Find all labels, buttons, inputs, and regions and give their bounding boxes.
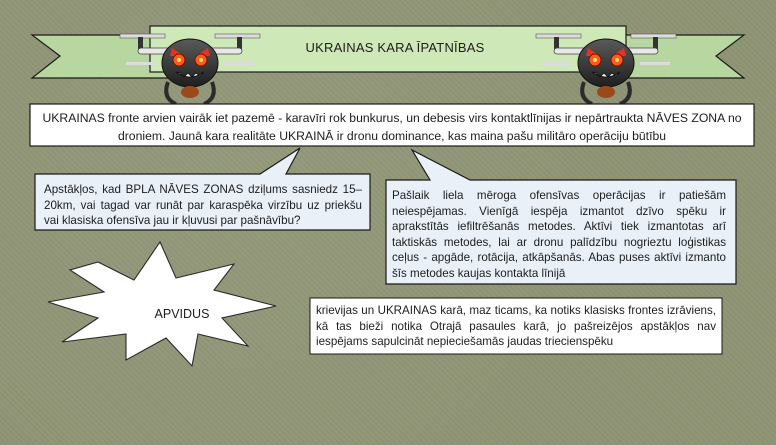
intro-text: UKRAINAS fronte arvien vairāk iet pazemē - karavīri rok bunkurus, un debesis virs kontaktlīnijas ir nepārtraukta NĀVES ZONA no droniem. Jaunā kara realitāte UKRAINĀ ir dronu dominance, kas maina pašu militāro operāciju būtību [42,111,742,143]
starburst-shape [48,242,276,366]
apvidus-text: krievijas un UKRAINAS karā, maz ticams, ka notiks klasisks frontes izrāviens, kā tas bieži notika Otrajā pasaules karā, jo pašreizējos apstākļos nav iespējams sapulcināt nepieciešamās jaudas triecienspēku [316,304,716,349]
banner-title: UKRAINAS KARA ĪPATNĪBAS [305,40,485,55]
starburst-label: APVIDUS [154,307,210,321]
left-callout-text: Apstākļos, kad BPLA NĀVES ZONAS dziļums sasniedz 15–20km, vai tagad var runāt par karaspēka virzību uz priekšu vai klasiska ofensīva jau ir kļuvusi par pašnāvību? [44,183,362,227]
right-callout-text: Pašlaik liela mēroga ofensīvas operācijas ir patiešām neiespējamas. Vienīgā iespēja izmantot dzīvo spēku ir aprakstītās iefiltrēšanās metodes. Aktīvi tiek izmantotas arī taktiskās metodes, lai ar dronu palīdzību nogrieztu loģistikas ceļus - apgāde, rotācija, atkāpšanās. Abas puses aktīvi izmanto šīs metodes kaujas kontakta līnijā [392,189,726,280]
